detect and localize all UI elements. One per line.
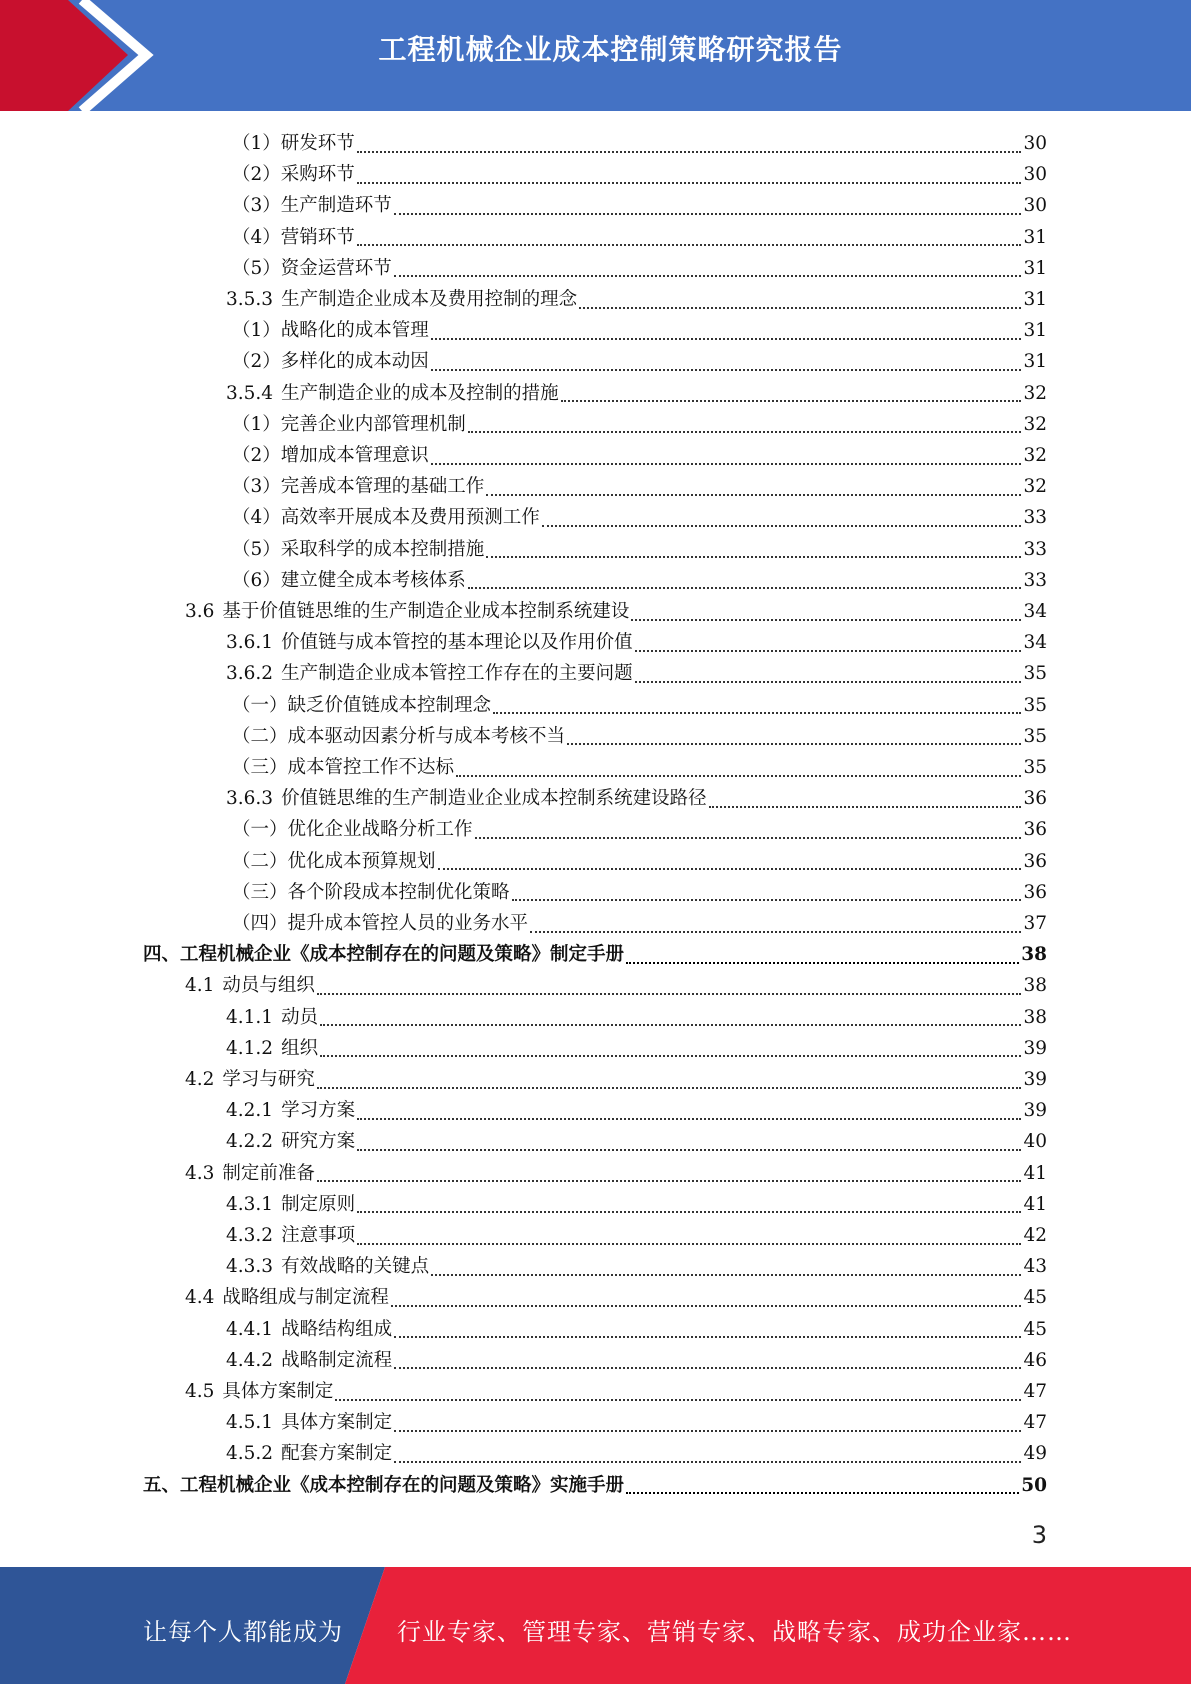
- toc-entry-title: 具体方案制定: [222, 1381, 334, 1402]
- toc-entry-title: （1）完善企业内部管理机制: [232, 413, 466, 435]
- toc-dot-leader: [579, 307, 1021, 309]
- toc-entry-number: 4.2: [185, 1069, 215, 1090]
- toc-dot-leader: [635, 650, 1022, 652]
- toc-entry[interactable]: [226, 1438, 1047, 1469]
- toc-entry[interactable]: [232, 721, 1047, 752]
- toc-entry-page: 36: [1023, 819, 1047, 841]
- toc-entry[interactable]: [226, 1220, 1047, 1251]
- toc-entry-title: 配套方案制定: [281, 1443, 393, 1465]
- toc-entry-page: 39: [1023, 1037, 1047, 1059]
- toc-entry-title: 四、工程机械企业《成本控制存在的问题及策略》制定手册: [143, 944, 625, 966]
- toc-entry[interactable]: [226, 1251, 1047, 1282]
- toc-dot-leader: [493, 712, 1021, 714]
- toc-dot-leader: [709, 806, 1022, 808]
- toc-entry-number: 3.5.3: [226, 289, 274, 310]
- toc-dot-leader: [357, 182, 1022, 184]
- toc-entry[interactable]: [232, 471, 1047, 502]
- toc-entry-number: 4.1.2: [226, 1037, 274, 1059]
- toc-entry-page: 38: [1021, 944, 1047, 966]
- toc-entry[interactable]: [226, 1095, 1047, 1126]
- toc-dot-leader: [394, 1367, 1021, 1369]
- toc-entry-title: 学习方案: [281, 1100, 356, 1122]
- toc-dot-leader: [456, 775, 1021, 777]
- toc-entry[interactable]: [226, 1345, 1047, 1376]
- toc-entry-title: （二）成本驱动因素分析与成本考核不当: [232, 725, 566, 747]
- toc-entry-page: 40: [1023, 1131, 1047, 1153]
- toc-entry-title: 生产制造企业成本管控工作存在的主要问题: [281, 663, 633, 685]
- toc-entry-title: （一）优化企业战略分析工作: [232, 819, 473, 841]
- toc-entry-number: 4.2.2: [226, 1131, 274, 1153]
- toc-dot-leader: [394, 275, 1022, 277]
- toc-dot-leader: [468, 587, 1022, 589]
- toc-entry-page: 50: [1021, 1474, 1047, 1496]
- toc-entry-number: 4.3.2: [226, 1225, 274, 1246]
- toc-entry-page: 41: [1023, 1193, 1047, 1215]
- toc-entry-page: 32: [1023, 445, 1047, 466]
- toc-entry[interactable]: [232, 690, 1047, 721]
- toc-entry-page: 46: [1023, 1349, 1047, 1371]
- toc-entry-title: （4）高效率开展成本及费用预测工作: [232, 507, 540, 529]
- toc-dot-leader: [431, 1274, 1021, 1276]
- page-header: [0, 0, 1191, 111]
- page-number: 3: [1031, 1521, 1047, 1549]
- toc-dot-leader: [530, 931, 1021, 933]
- toc-entry-title: （三）成本管控工作不达标: [232, 757, 455, 778]
- toc-entry-page: 47: [1023, 1412, 1047, 1434]
- toc-entry-title: （三）各个阶段成本控制优化策略: [232, 881, 510, 903]
- toc-entry[interactable]: [232, 908, 1047, 939]
- toc-entry-page: 45: [1023, 1287, 1047, 1309]
- toc-dot-leader: [631, 619, 1021, 621]
- toc-dot-leader: [635, 681, 1022, 683]
- toc-entry-title: 动员与组织: [222, 975, 315, 997]
- toc-dot-leader: [357, 151, 1022, 153]
- footer-slogan-right: 行业专家、管理专家、营销专家、战略专家、成功企业家……: [397, 1618, 1072, 1646]
- toc-entry[interactable]: [232, 346, 1047, 377]
- toc-entry-title: （1）战略化的成本管理: [232, 320, 429, 342]
- toc-entry-page: 39: [1023, 1100, 1047, 1122]
- toc-entry-title: （6）建立健全成本考核体系: [232, 569, 466, 591]
- toc-entry[interactable]: [232, 409, 1047, 440]
- toc-entry-page: 32: [1023, 413, 1047, 435]
- toc-entry-page: 34: [1023, 632, 1047, 654]
- toc-entry-title: 五、工程机械企业《成本控制存在的问题及策略》实施手册: [143, 1474, 625, 1496]
- toc-entry-page: 30: [1023, 133, 1047, 154]
- toc-dot-leader: [468, 431, 1022, 433]
- toc-entry-number: 4.3: [185, 1162, 215, 1184]
- toc-entry-title: 价值链与成本管控的基本理论以及作用价值: [281, 632, 633, 654]
- toc-entry-title: 战略结构组成: [281, 1318, 393, 1340]
- toc-entry-page: 37: [1023, 913, 1047, 934]
- toc-entry-page: 41: [1023, 1162, 1047, 1184]
- toc-entry[interactable]: [232, 159, 1047, 190]
- toc-entry-number: 4.5.2: [226, 1443, 274, 1465]
- toc-entry-title: （4）营销环节: [232, 226, 355, 248]
- toc-entry-title: 价值链思维的生产制造业企业成本控制系统建设路径: [281, 788, 707, 810]
- toc-entry-page: 31: [1023, 351, 1047, 373]
- toc-entry-page: 31: [1023, 320, 1047, 342]
- toc-entry[interactable]: [185, 1282, 1047, 1313]
- toc-entry-page: 49: [1023, 1443, 1047, 1465]
- toc-dot-leader: [394, 1461, 1021, 1463]
- toc-dot-leader: [357, 1243, 1021, 1245]
- toc-entry-title: 有效战略的关键点: [281, 1256, 430, 1278]
- toc-entry[interactable]: [232, 846, 1047, 877]
- toc-dot-leader: [320, 1055, 1021, 1057]
- toc-entry-page: 42: [1023, 1225, 1047, 1246]
- toc-dot-leader: [431, 369, 1022, 371]
- toc-entry-page: 36: [1023, 850, 1047, 872]
- toc-entry-page: 39: [1023, 1069, 1047, 1090]
- toc-entry-title: （5）资金运营环节: [232, 257, 392, 279]
- toc-entry[interactable]: [226, 627, 1047, 658]
- toc-entry-title: 制定原则: [281, 1193, 356, 1215]
- toc-entry-page: 38: [1023, 1006, 1047, 1028]
- toc-entry-page: 43: [1023, 1256, 1047, 1278]
- toc-entry-page: 32: [1023, 382, 1047, 404]
- toc-entry[interactable]: [232, 752, 1047, 783]
- toc-dot-leader: [512, 899, 1022, 901]
- toc-dot-leader: [561, 400, 1022, 402]
- toc-entry-title: 战略组成与制定流程: [222, 1287, 389, 1309]
- toc-entry-page: 45: [1023, 1318, 1047, 1340]
- toc-entry-page: 30: [1023, 164, 1047, 186]
- toc-entry[interactable]: [185, 1158, 1047, 1189]
- toc-entry[interactable]: [232, 190, 1047, 221]
- toc-entry-page: 31: [1023, 257, 1047, 279]
- toc-entry-page: 47: [1023, 1381, 1047, 1402]
- toc-dot-leader: [542, 525, 1022, 527]
- toc-entry[interactable]: [226, 1407, 1047, 1438]
- toc-entry[interactable]: [226, 1314, 1047, 1345]
- toc-dot-leader: [335, 1399, 1021, 1401]
- toc-entry[interactable]: [143, 1470, 1047, 1501]
- toc-entry-number: 4.4.1: [226, 1318, 274, 1340]
- toc-entry-title: 基于价值链思维的生产制造企业成本控制系统建设: [222, 601, 630, 622]
- toc-entry-title: （5）采取科学的成本控制措施: [232, 538, 485, 560]
- toc-entry-number: 4.1.1: [226, 1006, 274, 1028]
- toc-entry[interactable]: [226, 1002, 1047, 1033]
- toc-entry[interactable]: [232, 128, 1047, 159]
- toc-entry[interactable]: [232, 877, 1047, 908]
- toc-entry[interactable]: [232, 565, 1047, 596]
- toc-entry-page: 31: [1023, 289, 1047, 310]
- toc-entry-number: 4.5: [185, 1381, 215, 1402]
- toc-dot-leader: [317, 993, 1022, 995]
- toc-entry[interactable]: [185, 596, 1047, 627]
- toc-entry[interactable]: [185, 1376, 1047, 1407]
- header-title: 工程机械企业成本控制策略研究报告: [378, 33, 843, 66]
- toc-entry-title: （1）研发环节: [232, 133, 355, 154]
- toc-dot-leader: [626, 962, 1019, 964]
- toc-entry-number: 4.1: [185, 975, 215, 997]
- toc-dot-leader: [320, 1024, 1021, 1026]
- toc-entry-title: （3）完善成本管理的基础工作: [232, 476, 485, 498]
- toc-dot-leader: [486, 494, 1021, 496]
- toc-entry-number: 3.6.2: [226, 663, 274, 685]
- toc-dot-leader: [567, 743, 1021, 745]
- toc-entry-page: 33: [1023, 507, 1047, 529]
- toc-dot-leader: [357, 1211, 1021, 1213]
- toc-entry-title: 生产制造企业的成本及控制的措施: [281, 382, 559, 404]
- toc-entry[interactable]: [226, 658, 1047, 689]
- toc-entry[interactable]: [232, 253, 1047, 284]
- toc-entry[interactable]: [232, 222, 1047, 253]
- toc-entry-number: 4.4: [185, 1287, 215, 1309]
- toc-dot-leader: [626, 1492, 1019, 1494]
- footer-slogan-left: 让每个人都能成为: [143, 1618, 343, 1646]
- toc-entry[interactable]: [226, 284, 1047, 315]
- toc-entry-title: 注意事项: [281, 1225, 356, 1246]
- toc-dot-leader: [317, 1087, 1022, 1089]
- toc-entry-number: 4.3.3: [226, 1256, 274, 1278]
- toc-dot-leader: [431, 463, 1022, 465]
- toc-entry-page: 36: [1023, 788, 1047, 810]
- toc-entry-page: 35: [1023, 757, 1047, 778]
- toc-entry-number: 3.6.1: [226, 632, 274, 654]
- toc-entry-title: 动员: [281, 1006, 319, 1028]
- toc-entry-page: 35: [1023, 694, 1047, 716]
- toc-entry-title: 研究方案: [281, 1131, 356, 1153]
- toc-entry-title: 制定前准备: [222, 1162, 315, 1184]
- toc-entry-title: 学习与研究: [222, 1069, 315, 1090]
- toc-entry[interactable]: [185, 970, 1047, 1001]
- toc-entry[interactable]: [226, 1189, 1047, 1220]
- toc-dot-leader: [394, 1336, 1021, 1338]
- toc-entry-number: 4.4.2: [226, 1349, 274, 1371]
- toc-dot-leader: [438, 868, 1022, 870]
- toc-dot-leader: [357, 244, 1022, 246]
- toc-entry-page: 36: [1023, 881, 1047, 903]
- toc-entry-page: 31: [1023, 226, 1047, 248]
- toc-entry-number: 4.5.1: [226, 1412, 274, 1434]
- toc-entry-title: （2）多样化的成本动因: [232, 351, 429, 373]
- toc-entry-title: （2）采购环节: [232, 164, 355, 186]
- toc-dot-leader: [357, 1149, 1021, 1151]
- toc-entry[interactable]: [232, 315, 1047, 346]
- toc-entry[interactable]: [226, 1126, 1047, 1157]
- toc-entry-title: （2）增加成本管理意识: [232, 445, 429, 466]
- toc-entry-page: 35: [1023, 663, 1047, 685]
- toc-dot-leader: [475, 837, 1022, 839]
- toc-entry-page: 38: [1023, 975, 1047, 997]
- toc-entry-title: （一）缺乏价值链成本控制理念: [232, 694, 492, 716]
- toc-entry-page: 33: [1023, 538, 1047, 560]
- toc-dot-leader: [317, 1180, 1022, 1182]
- toc-entry-title: （二）优化成本预算规划: [232, 850, 436, 872]
- toc-entry[interactable]: [185, 1064, 1047, 1095]
- toc-entry-page: 34: [1023, 601, 1047, 622]
- toc-entry-page: 33: [1023, 569, 1047, 591]
- toc-entry-title: 战略制定流程: [281, 1349, 393, 1371]
- toc-dot-leader: [486, 556, 1021, 558]
- toc-entry-title: 具体方案制定: [281, 1412, 393, 1434]
- toc-entry-title: （四）提升成本管控人员的业务水平: [232, 913, 529, 934]
- toc-dot-leader: [394, 1430, 1021, 1432]
- toc-dot-leader: [394, 213, 1022, 215]
- toc-entry[interactable]: [232, 534, 1047, 565]
- toc-entry[interactable]: [232, 440, 1047, 471]
- toc-entry-number: 4.3.1: [226, 1193, 274, 1215]
- toc-entry-title: 组织: [281, 1037, 319, 1059]
- toc-entry[interactable]: [143, 939, 1047, 970]
- toc-entry-number: 3.5.4: [226, 382, 274, 404]
- toc-entry[interactable]: [226, 783, 1047, 814]
- toc-entry-page: 32: [1023, 476, 1047, 498]
- toc-entry-number: 3.6.3: [226, 788, 274, 810]
- toc-entry-title: （3）生产制造环节: [232, 195, 392, 217]
- toc-dot-leader: [431, 338, 1022, 340]
- page-footer: [0, 1567, 1191, 1684]
- toc-entry-page: 35: [1023, 725, 1047, 747]
- toc-entry[interactable]: [232, 814, 1047, 845]
- toc-entry[interactable]: [232, 502, 1047, 533]
- toc-dot-leader: [357, 1118, 1021, 1120]
- toc-entry[interactable]: [226, 1033, 1047, 1064]
- toc-entry-number: 4.2.1: [226, 1100, 274, 1122]
- toc-entry-page: 30: [1023, 195, 1047, 217]
- toc-entry-title: 生产制造企业成本及费用控制的理念: [281, 289, 578, 310]
- toc-entry[interactable]: [226, 378, 1047, 409]
- toc-dot-leader: [391, 1305, 1022, 1307]
- toc-entry-number: 3.6: [185, 601, 215, 622]
